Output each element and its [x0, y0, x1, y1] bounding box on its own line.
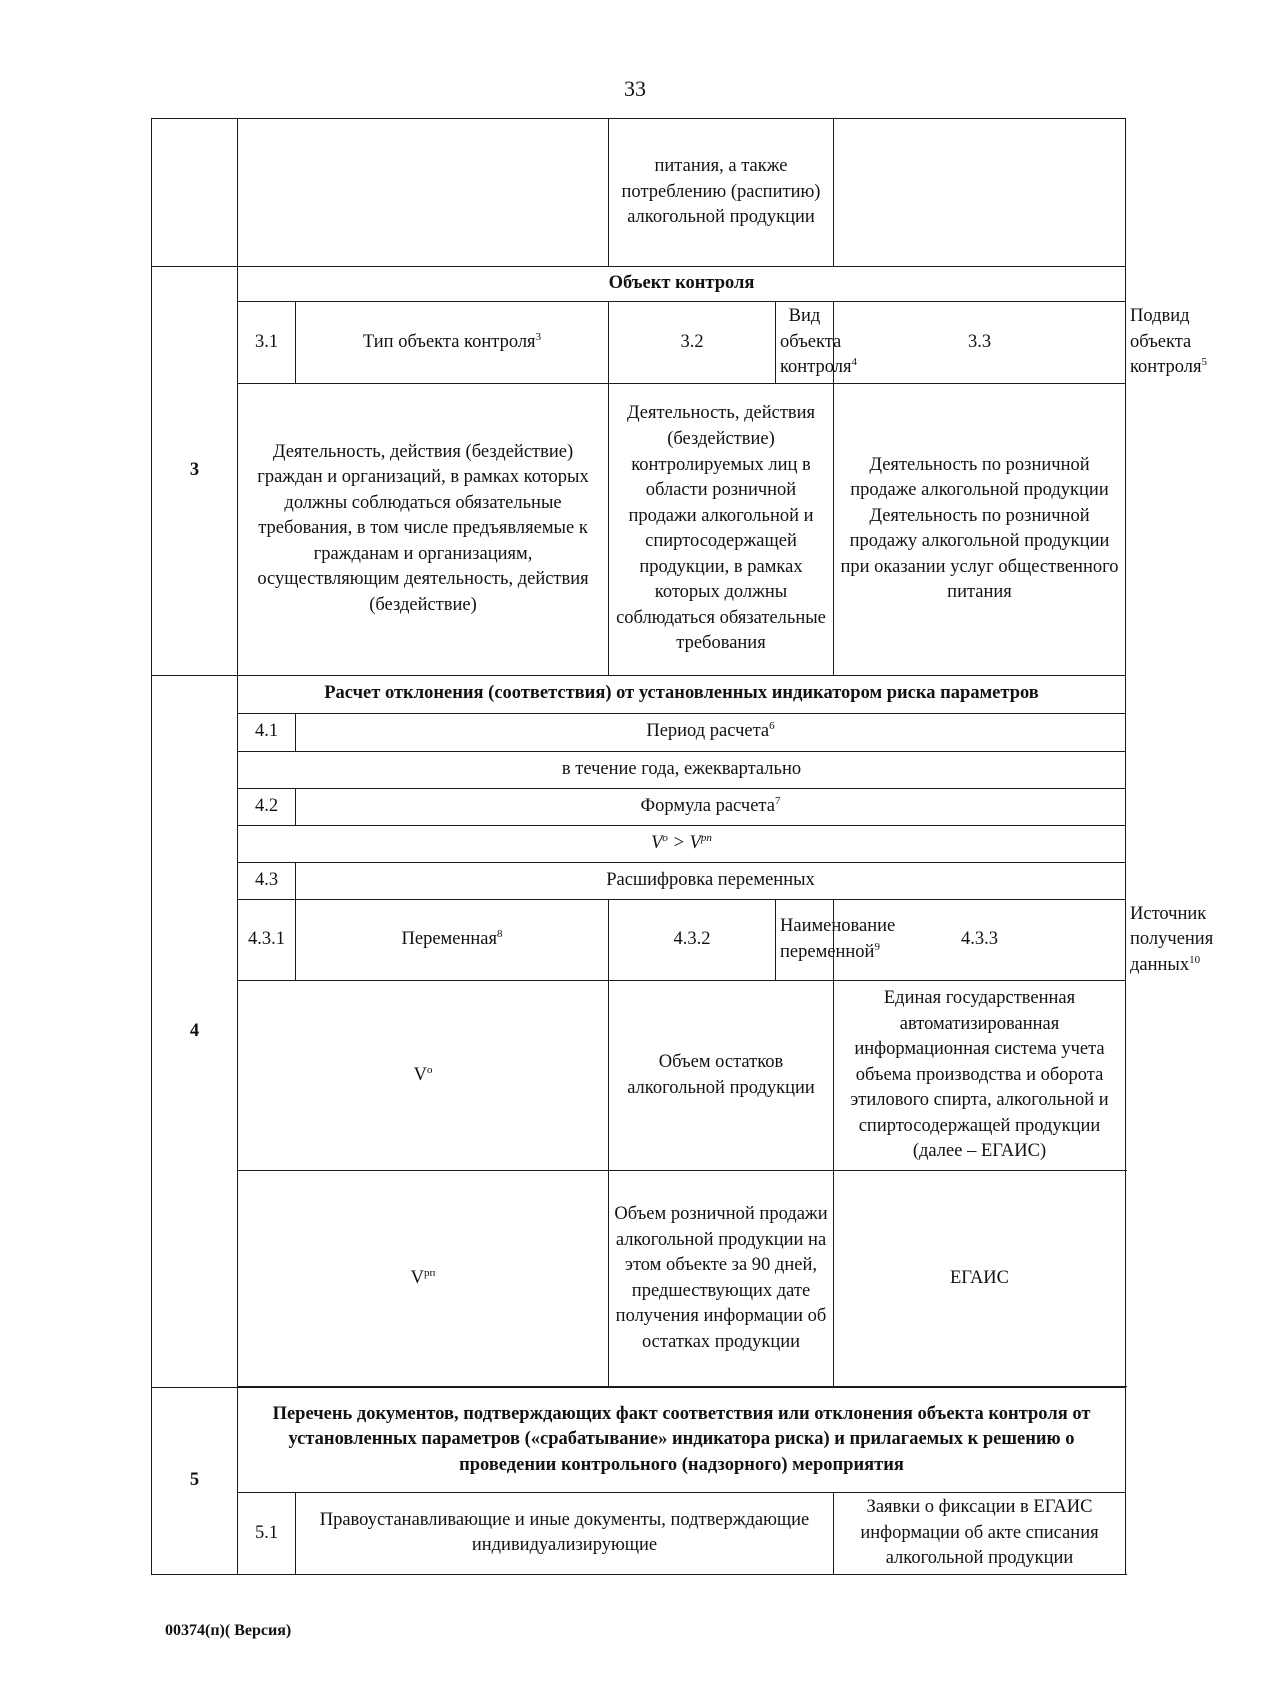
legal-documents-text: Правоустанавливающие и иные документы, подтверждающие индивидуализирующие	[296, 1493, 834, 1575]
code-5-1: 5.1	[238, 1493, 296, 1575]
section-3-title: Объект контроля	[238, 267, 1126, 302]
object-kind-header: Вид объекта контроля$^4$	[776, 302, 834, 384]
code-4-3: 4.3	[238, 862, 296, 899]
continuation-row	[152, 119, 1126, 267]
continuation-empty-right	[834, 119, 1126, 267]
code-3-3: 3.3	[834, 302, 1126, 384]
code-4-2: 4.2	[238, 788, 296, 825]
variable-row-1	[152, 981, 1126, 1171]
variable-2-description: Объем розничной продажи алкогольной продукции на этом объекте за 90 дней, предшествующих дате получения информации об остатках продукции	[609, 1171, 834, 1387]
variable-1-source: Единая государственная автоматизированная информационная система учета объема производства и оборота этилового спирта, алкогольной и спиртосодержащей продукции (далее – ЕГАИС)	[834, 981, 1126, 1171]
object-type-value: Деятельность, действия (бездействие) граждан и организаций, в рамках которых должны соблюдаться обязательные требования, в том числе предъявляемые к гражданам и организациям, осуществляющим деятельность, действия (бездействие)	[238, 383, 609, 675]
variable-row-2	[152, 1171, 1126, 1387]
variable-2-symbol: $V^{рп}$	[238, 1171, 609, 1387]
continuation-empty-cell	[238, 119, 609, 267]
code-4-3-3: 4.3.3	[834, 899, 1126, 981]
section-3-number: 3	[152, 267, 238, 676]
section-5-number: 5	[152, 1388, 238, 1575]
variable-1-description: Объем остатков алкогольной продукции	[609, 981, 834, 1171]
code-3-1: 3.1	[238, 302, 296, 384]
variable-1-symbol: $V^о$	[238, 981, 609, 1171]
calc-period-value: в течение года, ежеквартально	[238, 751, 1126, 788]
variable-header: Переменная$^8$	[296, 899, 609, 981]
code-3-2: 3.2	[609, 302, 776, 384]
variables-decoding-label: Расшифровка переменных	[296, 862, 1126, 899]
variable-2-source: ЕГАИС	[834, 1171, 1126, 1387]
section-4-title: Расчет отклонения (соответствия) от установленных индикатором риска параметров	[238, 675, 1126, 713]
code-4-1: 4.1	[238, 713, 296, 751]
subkind-value-2: Деятельность по розничной продажу алкогольной продукции при оказании услуг общественного питания	[840, 505, 1119, 603]
calc-formula-value: $V^о > V^{рп}$	[238, 825, 1126, 862]
subkind-value-1: Деятельность по розничной продаже алкогольной продукции	[850, 454, 1109, 501]
risk-indicator-table	[151, 118, 1214, 1575]
variables-header-row: 4.3.1 Переменная$^8$ 4.3.2 Наименование переменной$^9$ 4.3.3 Источник получения данных$^{10}$	[152, 899, 1126, 981]
page-number: 33	[624, 76, 646, 101]
calc-formula-label: Формула расчета$^7$	[296, 788, 1126, 825]
continuation-num-cell	[152, 119, 238, 267]
write-off-requests-text: Заявки о фиксации в ЕГАИС информации об акте списания алкогольной продукции	[834, 1493, 1126, 1575]
document-footer-code: 00374(п)( Версия)	[165, 1622, 292, 1639]
object-subkind-value	[834, 383, 1126, 675]
calc-period-label: Период расчета$^6$	[296, 713, 1126, 751]
code-4-3-2: 4.3.2	[609, 899, 776, 981]
section-3-values-row	[152, 383, 1126, 675]
variable-name-header: Наименование переменной$^9$	[776, 899, 834, 981]
object-type-header: Тип объекта контроля$^3$	[296, 302, 609, 384]
section-4-number: 4	[152, 675, 238, 1388]
food-service-text: питания, а также потреблению (распитию) алкогольной продукции	[609, 119, 834, 267]
section-3-header-row: 3.1 Тип объекта контроля$^3$ 3.2 Вид объекта контроля$^4$ 3.3 Подвид объекта контроля$^5$	[152, 302, 1126, 384]
object-kind-value: Деятельность, действия (бездействие) контролируемых лиц в области розничной продажи алкогольной и спиртосодержащей продукции, в рамках которых должны соблюдаться обязательные требования	[609, 383, 834, 675]
code-4-3-1: 4.3.1	[238, 899, 296, 981]
section-5-title: Перечень документов, подтверждающих факт соответствия или отклонения объекта контроля от установленных параметров («срабатывание» индикатора риска) и прилагаемых к решению о проведении контрольного (надзорного) мероприятия	[238, 1388, 1126, 1493]
section-5-row-1	[152, 1493, 1126, 1575]
